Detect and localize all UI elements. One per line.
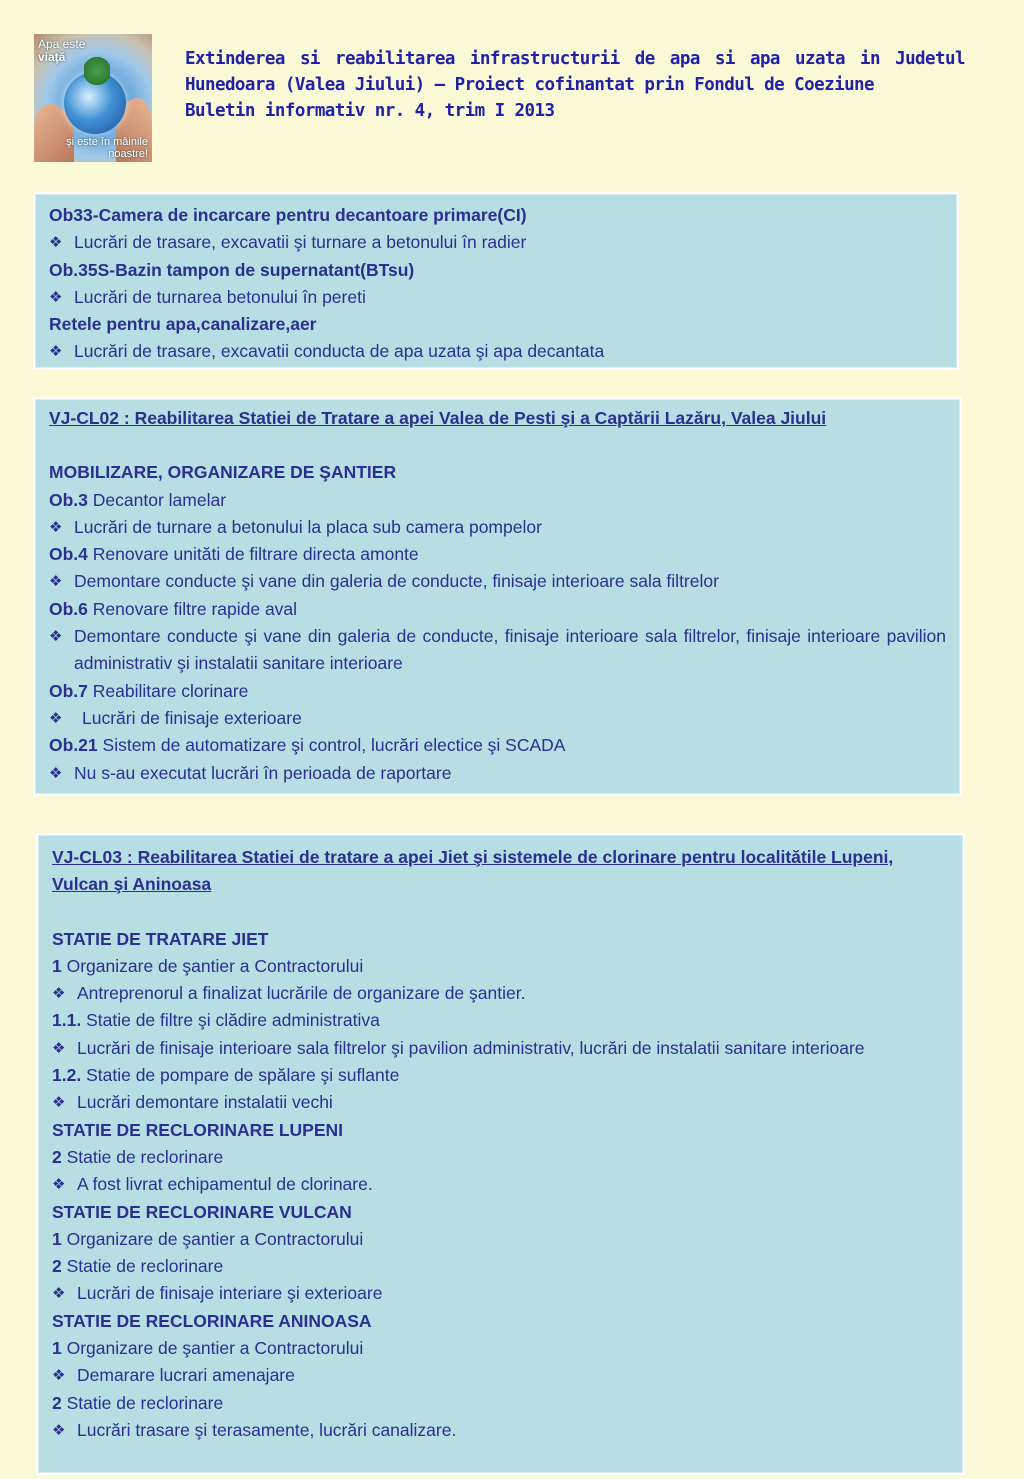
panel-cl03	[38, 835, 963, 1473]
object-line: 1.1. Statie de filtre şi clădire administrativa	[52, 1010, 380, 1031]
logo-line-3: şi este în mâinile	[66, 136, 148, 148]
diamond-bullet-icon: ❖	[52, 1176, 66, 1194]
diamond-bullet-icon: ❖	[52, 985, 66, 1003]
diamond-bullet-icon: ❖	[49, 709, 63, 727]
list-item: ❖ Antreprenorul a finalizat lucrările de organizare de şantier.	[52, 980, 949, 1007]
list-item: ❖ Lucrări de trasare, excavatii şi turnare a betonului în radier	[49, 229, 943, 256]
diamond-bullet-icon: ❖	[52, 1367, 66, 1385]
logo-line-4: noastre!	[108, 148, 148, 160]
section-heading: STATIE DE RECLORINARE LUPENI	[52, 1119, 344, 1140]
diamond-bullet-icon: ❖	[49, 343, 63, 361]
list-item: ❖ Lucrări demontare instalatii vechi	[52, 1089, 949, 1116]
diamond-bullet-icon: ❖	[49, 234, 63, 252]
panel-cl01-progress	[35, 194, 957, 368]
object-line: 1.2. Statie de pompare de spălare şi suflante	[52, 1065, 400, 1086]
logo-text-top	[38, 38, 85, 64]
header-title-line-2: Hunedoara (Valea Jiului) – Proiect cofinantat prin Fondul de Coeziune	[185, 75, 875, 95]
list-item: ❖ A fost livrat echipamentul de clorinare.	[52, 1171, 949, 1198]
logo-text-bottom	[66, 136, 148, 160]
object-line: 2 Statie de reclorinare	[52, 1392, 224, 1413]
object-line: 2 Statie de reclorinare	[52, 1146, 224, 1167]
object-line: 1 Organizare de şantier a Contractorului	[52, 955, 364, 976]
object-line: 2 Statie de reclorinare	[52, 1256, 224, 1277]
logo-image	[34, 34, 152, 162]
list-item: ❖ Demarare lucrari amenajare	[52, 1362, 949, 1389]
object-line: Ob.6 Renovare filtre rapide aval	[49, 598, 298, 619]
object-line: 1 Organizare de şantier a Contractorului	[52, 1338, 364, 1359]
object-heading: Ob.35S-Bazin tampon de supernatant(BTsu)	[49, 259, 415, 280]
object-line: 1 Organizare de şantier a Contractorului	[52, 1228, 364, 1249]
bulletin-header	[185, 46, 965, 124]
header-bulletin-number: Buletin informativ nr. 4, trim I 2013	[185, 101, 555, 121]
diamond-bullet-icon: ❖	[52, 1421, 66, 1439]
list-item: ❖ Lucrări trasare şi terasamente, lucrări canalizare.	[52, 1417, 949, 1444]
list-item: ❖ Lucrări de turnarea betonului în pereti	[49, 284, 943, 311]
diamond-bullet-icon: ❖	[52, 1039, 66, 1057]
list-item: ❖ Lucrări de finisaje interiare şi exterioare	[52, 1280, 949, 1307]
list-item: ❖ Lucrări de trasare, excavatii conducta de apa uzata şi apa decantata	[49, 338, 943, 365]
logo-line-1: Apa este	[38, 37, 86, 51]
section-heading: STATIE DE RECLORINARE ANINOASA	[52, 1310, 372, 1331]
diamond-bullet-icon: ❖	[49, 764, 63, 782]
list-item: ❖ Lucrări de finisaje exterioare	[49, 705, 946, 732]
section-heading: STATIE DE RECLORINARE VULCAN	[52, 1201, 352, 1222]
section-heading: MOBILIZARE, ORGANIZARE DE ŞANTIER	[49, 462, 397, 483]
section-heading: STATIE DE TRATARE JIET	[52, 928, 269, 949]
list-item: ❖ Lucrări de finisaje interioare sala filtrelor şi pavilion administrativ, lucrări de instalatii sanitare interioare	[52, 1035, 949, 1062]
diamond-bullet-icon: ❖	[52, 1094, 66, 1112]
diamond-bullet-icon: ❖	[49, 628, 63, 646]
contract-title: VJ-CL02 : Reabilitarea Statiei de Tratare a apei Valea de Pesti şi a Captării Lazăru, Valea Jiului	[49, 408, 827, 428]
object-heading: Retele pentru apa,canalizare,aer	[49, 314, 317, 335]
object-heading: Ob33-Camera de incarcare pentru decantoare primare(CI)	[49, 205, 527, 225]
list-item: ❖ Nu s-au executat lucrări în perioada de raportare	[49, 760, 946, 787]
header-title-line-1: Extinderea si reabilitarea infrastructurii de apa si apa uzata in Judetul	[185, 49, 965, 69]
logo-line-2: viaţă	[38, 50, 66, 64]
list-item: ❖ Demontare conducte şi vane din galeria de conducte, finisaje interioare sala filtrelor	[49, 568, 946, 595]
contract-title: VJ-CL03 : Reabilitarea Statiei de tratare a apei Jiet şi sistemele de clorinare pentru localitătile Lupeni, Vulcan şi Aninoasa	[52, 847, 894, 895]
object-line: Ob.7 Reabilitare clorinare	[49, 680, 249, 701]
object-line: Ob.4 Renovare unităti de filtrare directa amonte	[49, 544, 419, 565]
list-item: ❖ Demontare conducte şi vane din galeria de conducte, finisaje interioare sala filtrelor, finisaje interioare pavilion administrativ şi instalatii sanitare interioare	[49, 623, 946, 678]
object-line: Ob.3 Decantor lamelar	[49, 489, 227, 510]
object-line: Ob.21 Sistem de automatizare şi control, lucrări electice şi SCADA	[49, 735, 566, 756]
diamond-bullet-icon: ❖	[49, 288, 63, 306]
diamond-bullet-icon: ❖	[52, 1285, 66, 1303]
list-item: ❖ Lucrări de turnare a betonului la placa sub camera pompelor	[49, 514, 946, 541]
diamond-bullet-icon: ❖	[49, 518, 63, 536]
tree-graphic	[84, 56, 110, 86]
diamond-bullet-icon: ❖	[49, 573, 63, 591]
panel-cl02	[35, 399, 960, 794]
